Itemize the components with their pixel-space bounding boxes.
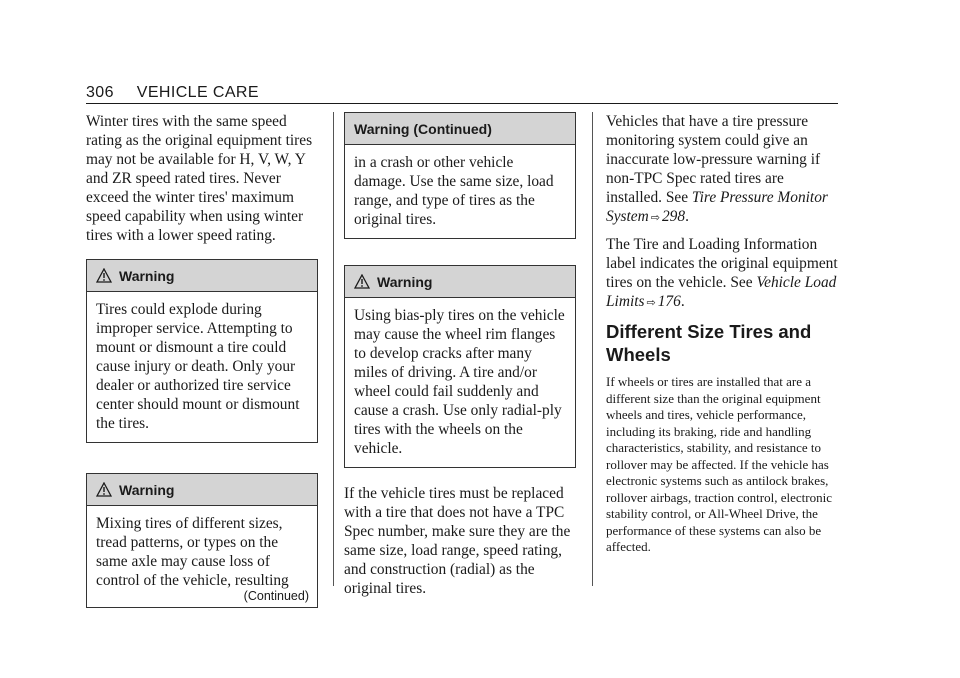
load-limits-link[interactable]: Vehicle Load Limits [606,274,837,310]
warning-triangle-icon [96,482,112,497]
page-header [86,84,259,102]
column-2 [344,112,576,606]
column-divider-1 [333,112,334,586]
warning-text: Using bias-ply tires on the vehicle may cause the wheel rim flanges to develop cracks after many miles of driving. A tire and/or wheel could fail suddenly and cause a crash. Use only radial-ply tires with the wheels on the vehicle. [354,307,565,457]
page-ref-arrow-icon: ⇨ [650,211,660,224]
warning-title: Warning (Continued) [354,120,492,137]
load-limits-page-ref[interactable]: 176 [657,293,681,310]
tire-loading-text: The Tire and Loading Information label indicates the original equipment tires on the vehicle. See [606,236,838,291]
warning-box-explode [86,259,318,443]
warning-header [345,266,575,298]
tpc-spec-paragraph: If the vehicle tires must be replaced with a tire that does not have a TPC Spec number, make sure they are the same size, load range, speed rating, and construction (radial) as the original tires. [344,485,571,597]
warning-title: Warning [377,273,433,290]
tpms-page-ref[interactable]: 298 [661,208,686,225]
warning-header [87,474,317,506]
column-divider-2 [592,112,593,586]
warning-header [345,113,575,145]
warning-title: Warning [119,267,175,284]
warning-text: in a crash or other vehicle damage. Use the same size, load range, and type of tires as the original tires. [354,154,554,228]
continued-label: (Continued) [243,589,309,603]
page-number: 306 [86,84,114,101]
different-size-paragraph: If wheels or tires are installed that are a different size than the original equipment wheels and tires, vehicle performance, including its braking, ride and handling characteristics, stability, and resistance to rollover may be affected. If the vehicle has electronic systems such as antilock brakes, rollover airbags, traction control, electronic stability control, or All-Wheel Drive, the performance of these systems can also be affected. [606,374,832,554]
warning-triangle-icon [354,274,370,289]
tpms-link[interactable]: Tire Pressure Monitor System [606,189,828,225]
section-title: VEHICLE CARE [136,84,259,101]
page-ref-arrow-icon: ⇨ [646,296,656,309]
section-heading: Different Size Tires and Wheels [606,321,812,365]
warning-box-bias-ply [344,265,576,468]
warning-header [87,260,317,292]
tire-loading-paragraph: The Tire and Loading Information label indicates the original equipment tires on the vehicle. See Vehicle Load Limits ⇨ 176. [606,236,838,310]
warning-box-continued [344,112,576,239]
warning-text: Tires could explode during improper service. Attempting to mount or dismount a tire could cause injury or death. Only your dealer or authorized tire service center should mount or dismount the tires. [96,301,300,432]
column-3 [606,112,840,556]
warning-box-mixing [86,473,318,608]
tpms-text: Vehicles that have a tire pressure monitoring system could give an inaccurate low-pressure warning if non-TPC Spec rated tires are installed. See [606,113,821,206]
header-rule [86,103,838,104]
warning-triangle-icon [96,268,112,283]
warning-text: Mixing tires of different sizes, tread patterns, or types on the same axle may cause loss of control of the vehicle, resulting [96,515,289,589]
warning-title: Warning [119,481,175,498]
tpms-paragraph: Vehicles that have a tire pressure monitoring system could give an inaccurate low-pressure warning if non-TPC Spec rated tires are installed. See Tire Pressure Monitor System ⇨ 298. [606,113,828,225]
column-1 [86,112,318,608]
intro-paragraph: Winter tires with the same speed rating as the original equipment tires may not be available for H, V, W, Y and ZR speed rated tires. Never exceed the winter tires' maximum speed capability when using winter tires with a lower speed rating. [86,113,313,244]
